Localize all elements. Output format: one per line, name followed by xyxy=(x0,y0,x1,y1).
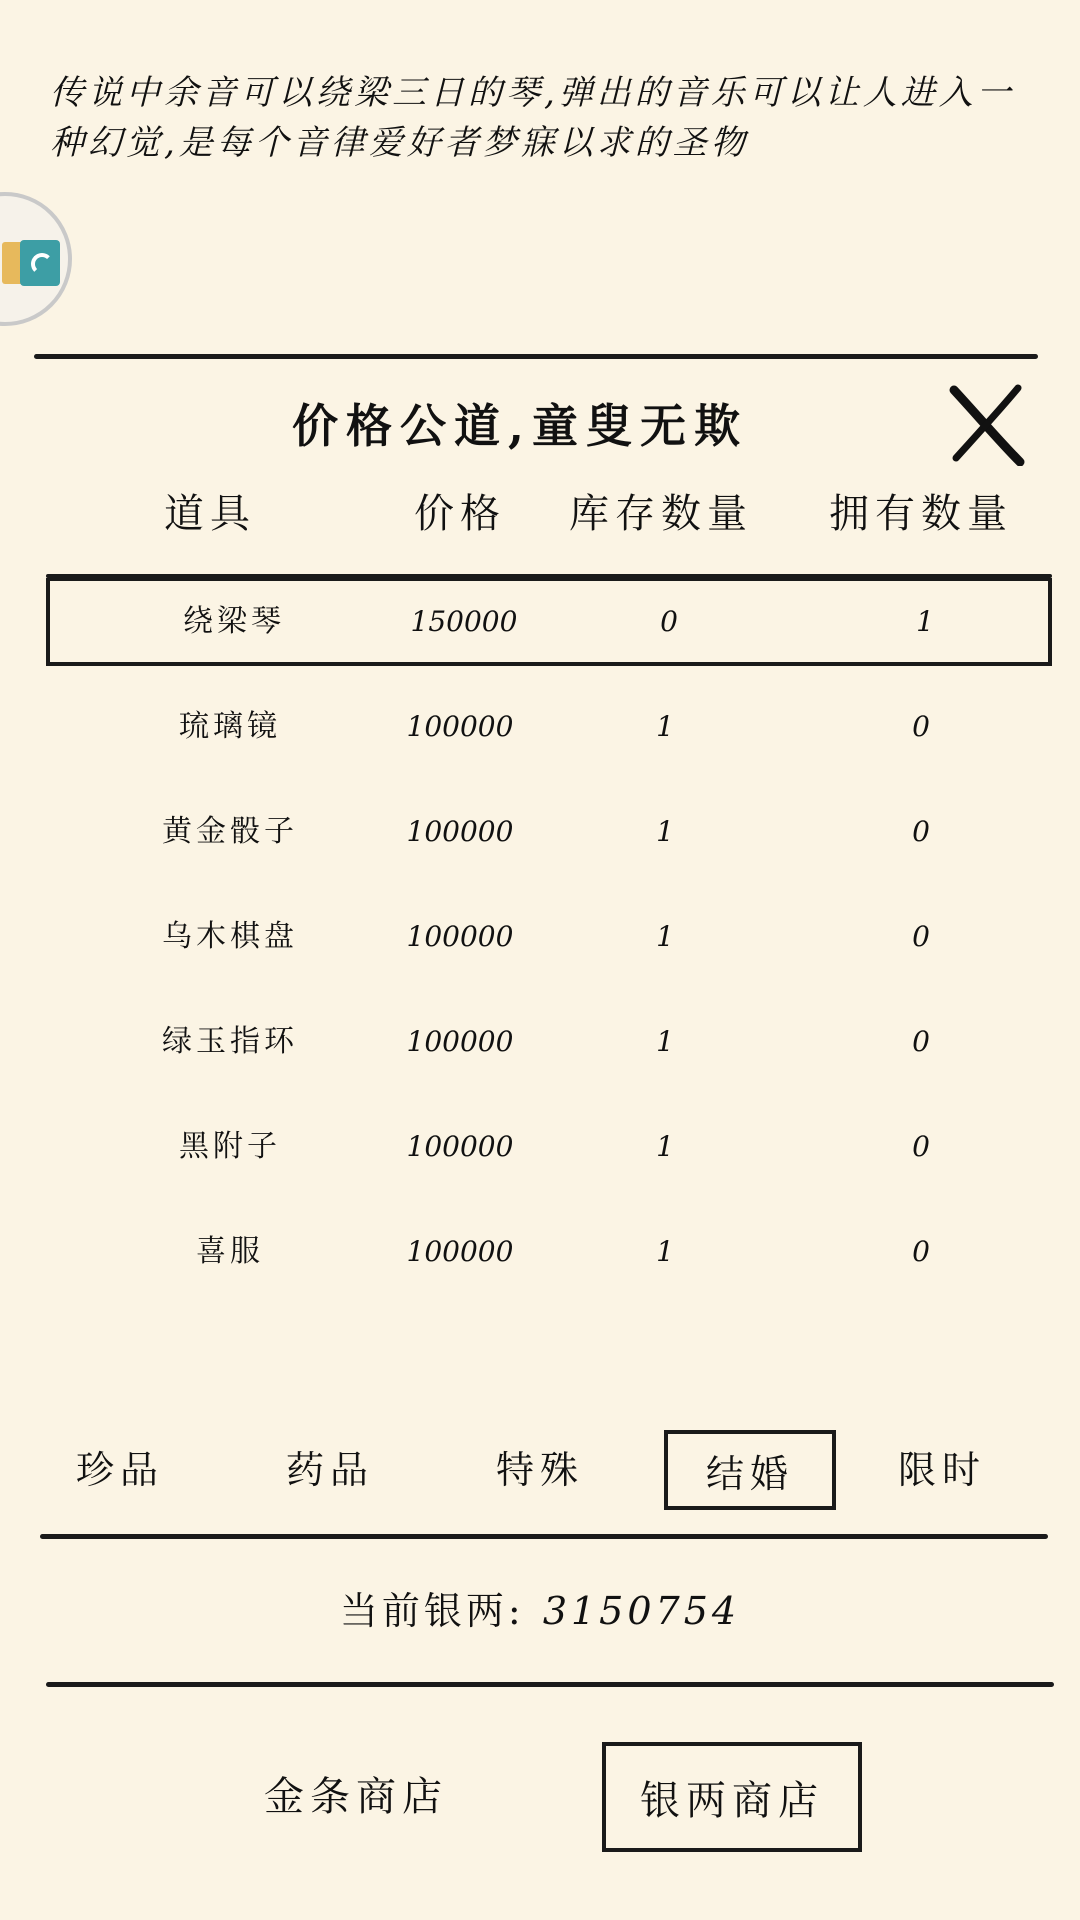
item-price: 150000 xyxy=(410,605,518,638)
item-name: 黄金骰子 xyxy=(162,814,298,849)
tab-limited[interactable]: 限时 xyxy=(897,1448,986,1492)
item-owned: 0 xyxy=(912,815,930,848)
table-row[interactable] xyxy=(46,1103,1052,1191)
table-row[interactable] xyxy=(46,683,1052,771)
item-owned: 0 xyxy=(912,1130,930,1163)
divider-top xyxy=(34,354,1038,359)
tab-medicine[interactable]: 药品 xyxy=(285,1448,374,1492)
tab-special[interactable]: 特殊 xyxy=(495,1448,584,1492)
item-price: 100000 xyxy=(406,815,514,848)
table-row[interactable] xyxy=(46,998,1052,1086)
item-price: 100000 xyxy=(406,710,514,743)
item-name: 绿玉指环 xyxy=(162,1024,298,1059)
item-owned: 1 xyxy=(916,605,934,638)
gold-bar-shop-button[interactable]: 金条商店 xyxy=(264,1774,448,1820)
item-owned: 0 xyxy=(912,920,930,953)
column-header-price: 价格 xyxy=(414,491,506,537)
tab-treasure[interactable]: 珍品 xyxy=(75,1448,164,1492)
divider-silver xyxy=(46,1682,1054,1687)
close-button[interactable] xyxy=(948,382,1026,466)
app-assistant-button[interactable] xyxy=(0,192,72,326)
item-name: 绕梁琴 xyxy=(183,604,285,639)
item-price: 100000 xyxy=(406,920,514,953)
table-row[interactable] xyxy=(46,788,1052,876)
current-silver-value: 3150754 xyxy=(542,1589,741,1633)
column-header-owned: 拥有数量 xyxy=(829,491,1013,537)
close-icon xyxy=(948,382,1026,466)
column-header-stock: 库存数量 xyxy=(569,491,753,537)
item-owned: 0 xyxy=(912,710,930,743)
item-name: 琉璃镜 xyxy=(179,709,281,744)
table-row[interactable] xyxy=(46,578,1052,666)
item-owned: 0 xyxy=(912,1235,930,1268)
shop-title: 价格公道,童叟无欺 xyxy=(291,399,748,453)
item-stock: 1 xyxy=(656,1025,674,1058)
item-stock: 1 xyxy=(656,815,674,848)
item-name: 乌木棋盘 xyxy=(162,919,298,954)
column-header-item: 道具 xyxy=(164,491,256,537)
current-silver xyxy=(0,1580,1080,1635)
table-row[interactable] xyxy=(46,893,1052,981)
item-stock: 1 xyxy=(656,710,674,743)
item-stock: 1 xyxy=(656,1130,674,1163)
item-name: 喜服 xyxy=(196,1234,264,1269)
item-stock: 0 xyxy=(660,605,678,638)
tab-marriage[interactable]: 结婚 xyxy=(664,1430,836,1510)
table-row[interactable] xyxy=(46,1208,1052,1296)
silver-shop-button[interactable]: 银两商店 xyxy=(602,1742,862,1852)
item-price: 100000 xyxy=(406,1025,514,1058)
item-name: 黑附子 xyxy=(179,1129,281,1164)
item-stock: 1 xyxy=(656,1235,674,1268)
item-owned: 0 xyxy=(912,1025,930,1058)
item-price: 100000 xyxy=(406,1235,514,1268)
divider-tabs xyxy=(40,1534,1048,1539)
item-price: 100000 xyxy=(406,1130,514,1163)
current-silver-label: 当前银两: xyxy=(339,1589,525,1633)
table-header xyxy=(0,482,1080,542)
item-stock: 1 xyxy=(656,920,674,953)
item-description: 传说中余音可以绕梁三日的琴,弹出的音乐可以让人进入一种幻觉,是每个音律爱好者梦寐以求的圣物 xyxy=(50,73,1015,163)
